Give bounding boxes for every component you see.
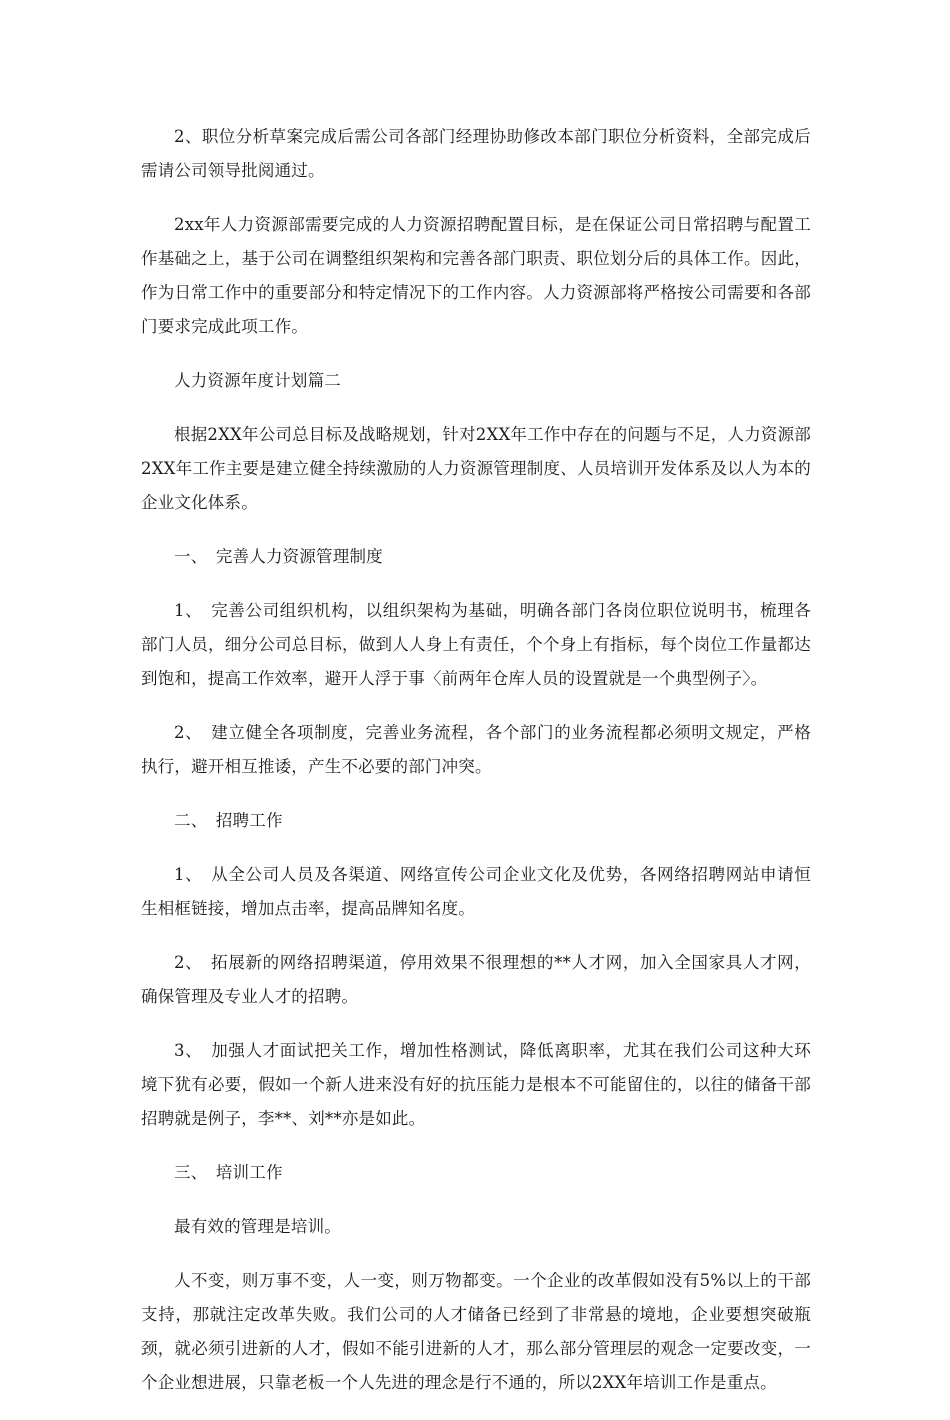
paragraph-position-analysis-approval: 2、职位分析草案完成后需公司各部门经理协助修改本部门职位分析资料，全部完成后需请公司领导批阅通过。	[141, 127, 811, 180]
paragraph-interview-screening: 3、 加强人才面试把关工作，增加性格测试，降低离职率，尤其在我们公司这种大环境下犹有必要，假如一个新人进来没有好的抗压能力是根本不可能留住的，以往的储备干部招聘就是例子，李**、刘**亦是如此。	[141, 1041, 811, 1128]
heading-management-system: 一、 完善人力资源管理制度	[174, 547, 383, 566]
paragraph-recruitment-branding: 1、 从全公司人员及各渠道、网络宣传公司企业文化及优势，各网络招聘网站申请恒生相框链接，增加点击率，提高品牌知名度。	[141, 865, 811, 918]
paragraph-training-motto: 最有效的管理是培训。	[174, 1217, 341, 1236]
paragraph-training-importance: 人不变，则万事不变，人一变，则万物都变。一个企业的改革假如没有5%以上的干部支持，那就注定改革失败。我们公司的人才储备已经到了非常悬的境地，企业要想突破瓶颈，就必须引进新的人才，假如不能引进新的人才，那么部分管理层的观念一定要改变，一个企业想进展，只靠老板一个人先进的理念是行不通的，所以2XX年培训工作是重点。	[141, 1271, 811, 1392]
section-title-plan-part-two: 人力资源年度计划篇二	[174, 371, 341, 390]
heading-recruitment: 二、 招聘工作	[174, 811, 283, 830]
document-body	[141, 120, 811, 1420]
heading-training: 三、 培训工作	[174, 1163, 283, 1182]
paragraph-org-structure: 1、 完善公司组织机构，以组织架构为基础，明确各部门各岗位职位说明书，梳理各部门人员，细分公司总目标，做到人人身上有责任，个个身上有指标，每个岗位工作量都达到饱和，提高工作效率，避开人浮于事〈前两年仓库人员的设置就是一个典型例子〉。	[141, 601, 811, 688]
paragraph-recruitment-channels: 2、 拓展新的网络招聘渠道，停用效果不很理想的**人才网，加入全国家具人才网，确保管理及专业人才的招聘。	[141, 953, 811, 1006]
paragraph-system-process: 2、 建立健全各项制度，完善业务流程，各个部门的业务流程都必须明文规定，严格执行，避开相互推诿，产生不必要的部门冲突。	[141, 723, 811, 776]
paragraph-recruitment-goal: 2xx年人力资源部需要完成的人力资源招聘配置目标，是在保证公司日常招聘与配置工作基础之上，基于公司在调整组织架构和完善各部门职责、职位划分后的具体工作。因此，作为日常工作中的重要部分和特定情况下的工作内容。人力资源部将严格按公司需要和各部门要求完成此项工作。	[141, 215, 811, 336]
paragraph-annual-overview: 根据2XX年公司总目标及战略规划，针对2XX年工作中存在的问题与不足，人力资源部2XX年工作主要是建立健全持续激励的人力资源管理制度、人员培训开发体系及以人为本的企业文化体系。	[141, 425, 811, 512]
